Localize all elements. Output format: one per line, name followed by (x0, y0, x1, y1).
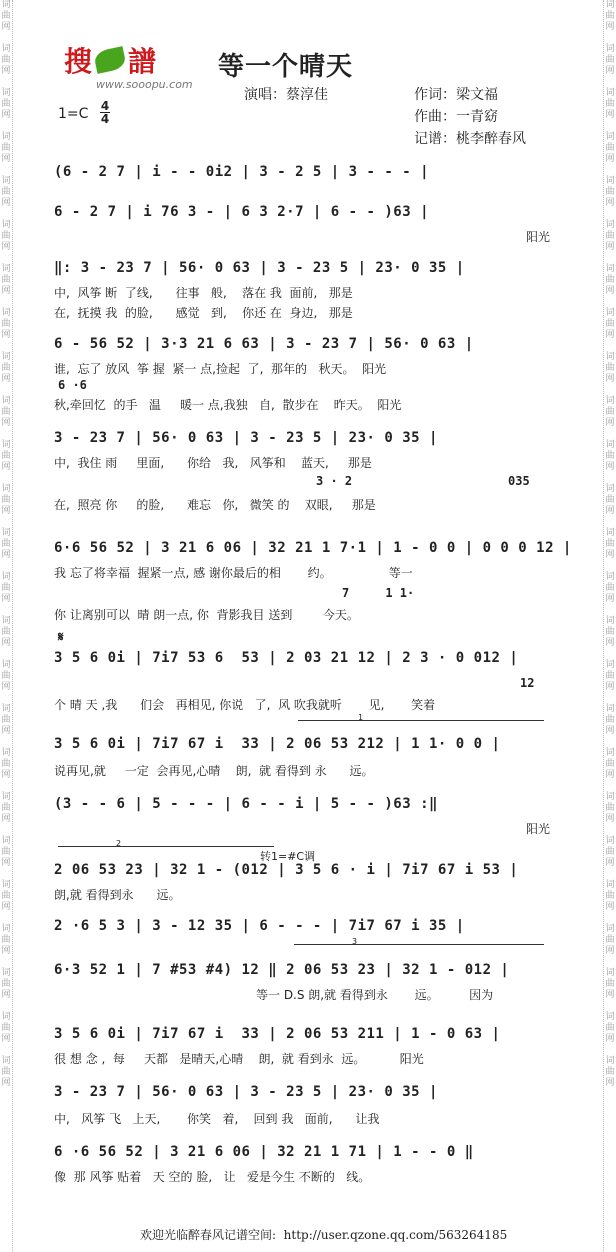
lyric-line-7: 个 晴 天 ,我 们会 再相见, 你说 了, 风 吹我就听 见, 笑着 (54, 698, 436, 712)
logo-text-1: 搜 (64, 45, 93, 78)
time-bottom: 4 (100, 112, 110, 126)
segno-sign: 𝄋 (58, 630, 64, 645)
key-signature: 1=C (58, 106, 89, 122)
lyric-line-15: 像 那 风筝 贴着 天 空的 脸, 让 爱是今生 不断的 线。 (54, 1170, 371, 1184)
score-line-2: 6 - 2 7 | i 76 3 - | 6 3 2·7 | 6 - - )63 | (54, 204, 430, 220)
leaf-icon (93, 46, 127, 74)
time-signature (100, 100, 110, 125)
lyric-line-9: 阳光 (525, 822, 550, 836)
lyric-line-10: 朗,就 看得到永 远。 (54, 888, 181, 902)
volta-1-number: 1 (358, 713, 364, 722)
score-line-1: (6 - 2 7 | i - - 0i2 | 3 - 2 5 | 3 - - - | (54, 164, 430, 180)
time-top: 4 (100, 99, 110, 113)
lyric-line-13: 很 想 念 , 每 天都 是晴天,心晴 朗, 就 看到永 远。 阳光 (54, 1052, 424, 1066)
score-line-3: ‖: 3 - 23 7 | 56· 0 63 | 3 - 23 5 | 23· 0 35 | (54, 260, 465, 276)
volta-1 (298, 713, 544, 722)
lyric-line-5b: 在, 照亮 你 的脸, 难忘 你, 微笑 的 双眼, 那是 (54, 498, 376, 512)
volta-2 (58, 839, 274, 848)
lyric-line-3a: 中, 风筝 断 了线, 往事 般, 落在 我 面前, 那是 (54, 286, 353, 300)
lyric-line-6b: 你 让离别可以 晴 朗一点, 你 背影我目 送到 今天。 (54, 608, 359, 622)
volta-3-number: 3 (352, 937, 358, 946)
score-line-14: 3 - 23 7 | 56· 0 63 | 3 - 23 5 | 23· 0 35 | (54, 1084, 438, 1100)
modulation-label: 转1=#C调 (260, 850, 316, 863)
score-extra-7: 12 (520, 676, 535, 690)
lyric-line-3b: 在, 抚摸 我 的脸, 感觉 到, 你还 在 身边, 那是 (54, 306, 353, 320)
lyric-line-6a: 我 忘了将幸福 握紧一点, 感 谢你最后的相 约。 等一 (54, 566, 413, 580)
watermark-right: 词 曲 网 词 曲 网 词 曲 网 词 曲 网 词 曲 网 词 曲 网 词 曲 网 词 曲 网 词 曲 网 词 曲 网 词 曲 网 词 曲 网 词 曲 网 词 曲 网 词 曲 网 词 曲 网 词 曲 网 词 曲 网 词 曲 网 词 曲 网 词 曲 网 词 曲 网 词 曲 网 词 曲 网 词 曲 网 (603, 0, 616, 1252)
logo-text-2: 譜 (128, 45, 157, 78)
score-extra-6: 7 1 1· (342, 586, 415, 600)
lyricist-credit: 作词：梁文福 (414, 87, 498, 103)
composer-credit: 作曲：一青窈 (414, 109, 498, 125)
score-line-8: 3 5 6 0i | 7i7 67 i 33 | 2 06 53 212 | 1 1· 0 0 | (54, 736, 501, 752)
lyric-line-5a: 中, 我住 雨 里面, 你给 我, 风筝和 蓝天, 那是 (54, 456, 372, 470)
lyric-line-14: 中, 风筝 飞 上天, 你笑 着, 回到 我 面前, 让我 (54, 1112, 380, 1126)
watermark-left: 词 曲 网 词 曲 网 词 曲 网 词 曲 网 词 曲 网 词 曲 网 词 曲 网 词 曲 网 词 曲 网 词 曲 网 词 曲 网 词 曲 网 词 曲 网 词 曲 网 词 曲 网 词 曲 网 词 曲 网 词 曲 网 词 曲 网 词 曲 网 词 曲 网 词 曲 网 词 曲 网 词 曲 网 词 曲 网 (0, 0, 13, 1252)
logo-url: www.sooopu.com (96, 78, 193, 91)
score-line-10: 2 06 53 23 | 32 1 - (012 | 3 5 6 · i | 7i7 67 i 53 | (54, 862, 519, 878)
score-extra-5b: 035 (508, 474, 530, 488)
score-extra-5a: 3 · 2 (316, 474, 353, 488)
volta-2-number: 2 (116, 839, 122, 848)
lyric-line-4a: 谁, 忘了 放风 筝 握 紧一 点,捡起 了, 那年的 秋天。 阳光 (54, 362, 387, 376)
singer-credit: 演唱：蔡淳佳 (244, 87, 328, 103)
score-line-5: 3 - 23 7 | 56· 0 63 | 3 - 23 5 | 23· 0 35 | (54, 430, 438, 446)
logo (64, 40, 156, 80)
score-line-7: 3 5 6 0i | 7i7 53 6 53 | 2 03 21 12 | 2 3 · 0 012 | (54, 650, 519, 666)
song-title: 等一个晴天 (218, 52, 354, 82)
score-line-13: 3 5 6 0i | 7i7 67 i 33 | 2 06 53 211 | 1 - 0 63 | (54, 1026, 501, 1042)
score-line-4: 6 - 56 52 | 3·3 21 6 63 | 3 - 23 7 | 56· 0 63 | (54, 336, 474, 352)
lyric-line-8: 说再见,就 一定 会再见,心晴 朗, 就 看得到 永 远。 (54, 764, 374, 778)
score-line-11: 2 ·6 5 3 | 3 - 12 35 | 6 - - - | 7i7 67 i 35 | (54, 918, 465, 934)
score-line-9: (3 - - 6 | 5 - - - | 6 - - i | 5 - - )63 :‖ (54, 796, 438, 812)
lyric-line-2: 阳光 (525, 230, 550, 244)
volta-3 (294, 937, 544, 946)
score-line-6: 6·6 56 52 | 3 21 6 06 | 32 21 1 7·1 | 1 - 0 0 | 0 0 0 12 | (54, 540, 572, 556)
score-line-12: 6·3 52 1 | 7 #53 #4) 12 ‖ 2 06 53 23 | 32 1 - 012 | (54, 962, 510, 978)
lyric-line-12: 等一 D.S 朗,就 看得到永 远。 因为 (256, 988, 494, 1002)
score-line-15: 6 ·6 56 52 | 3 21 6 06 | 32 21 1 71 | 1 - - 0 ‖ (54, 1144, 474, 1160)
lyric-line-4b: 秋,牵回忆 的手 温 暖一 点,我独 自, 散步在 昨天。 阳光 (54, 398, 402, 412)
score-extra-4: 6 ·6 (58, 378, 87, 392)
footer-note: 欢迎光临醉春风记谱空间: http://user.qzone.qq.com/563264185 (140, 1228, 508, 1242)
transcriber-credit: 记谱：桃李醉春风 (414, 131, 526, 147)
